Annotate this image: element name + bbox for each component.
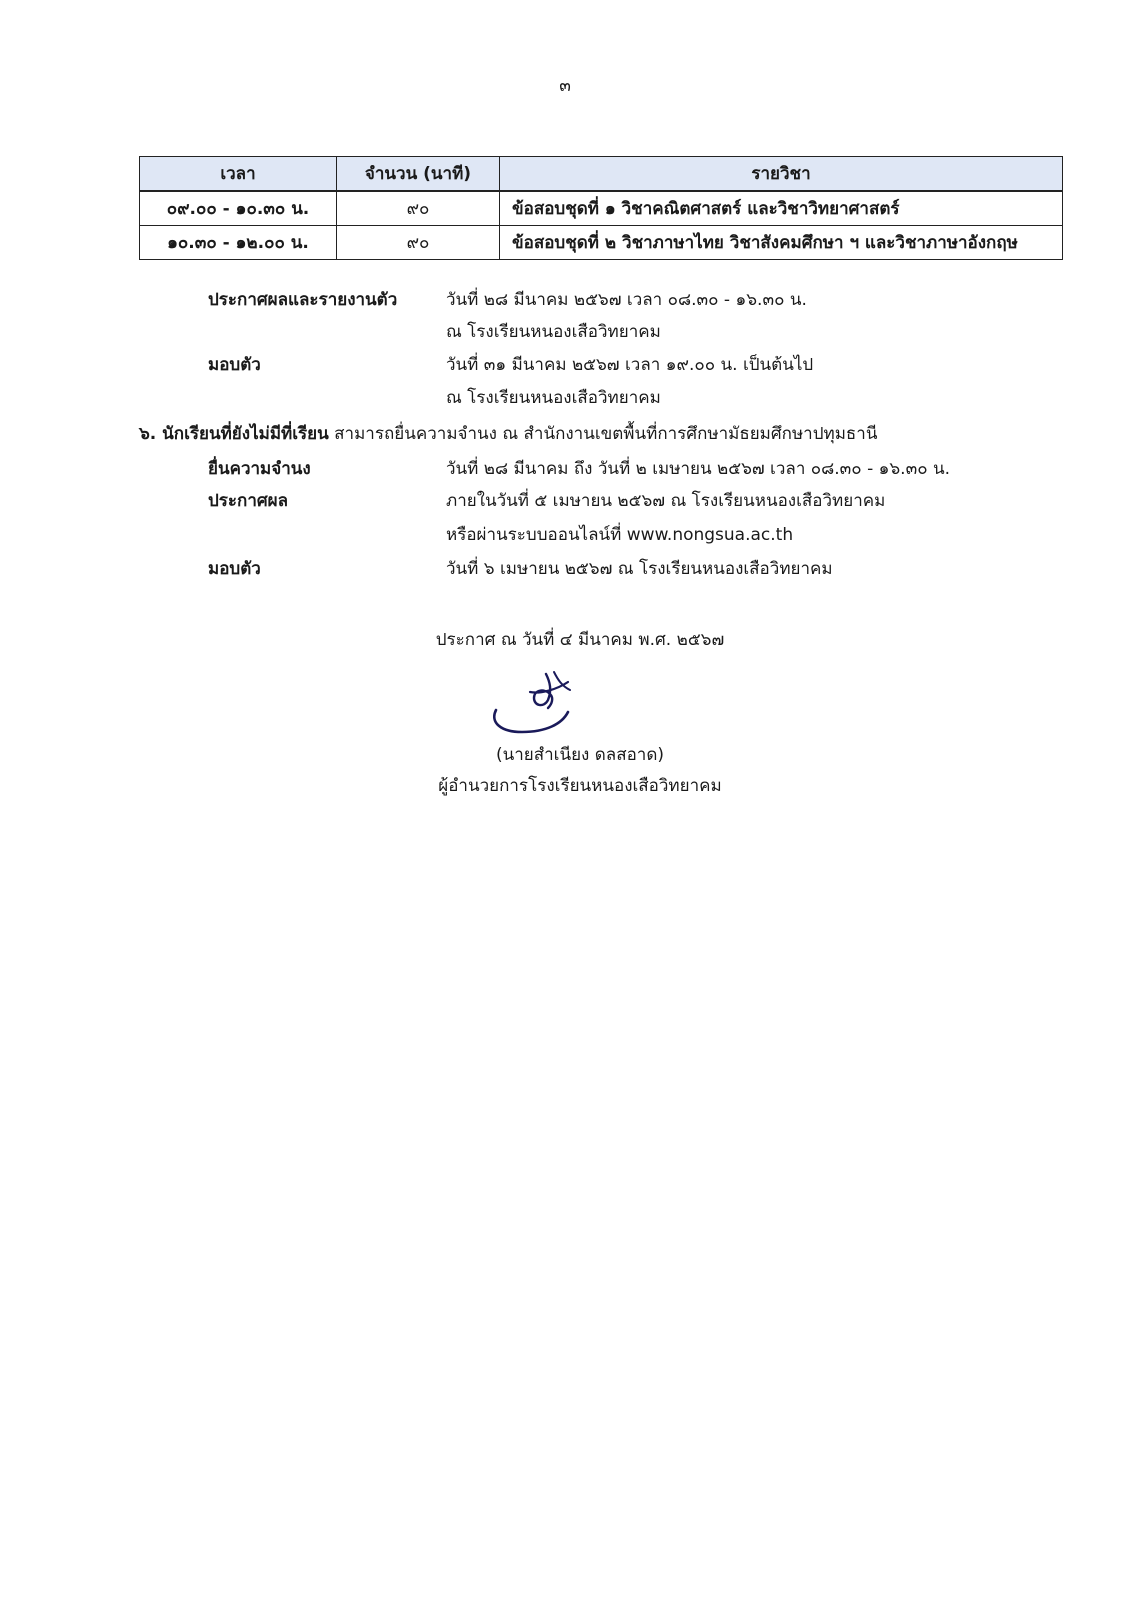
section6-report-label: มอบตัว: [208, 559, 261, 579]
header-subject: รายวิชา: [500, 157, 1063, 192]
cell-time: ๐๙.๐๐ - ๑๐.๓๐ น.: [140, 191, 337, 226]
header-time: เวลา: [140, 157, 337, 192]
signature: [488, 664, 598, 744]
exam-schedule-table: [139, 156, 1063, 260]
apply-value: วันที่ ๒๘ มีนาคม ถึง วันที่ ๒ เมษายน ๒๕๖๗ เวลา ๐๘.๓๐ - ๑๖.๓๐ น.: [446, 459, 951, 479]
result-label: ประกาศผล: [208, 491, 289, 511]
table-header-row: [140, 157, 1063, 192]
section6-report-value: วันที่ ๖ เมษายน ๒๕๖๗ ณ โรงเรียนหนองเสือวิทยาคม: [446, 559, 833, 579]
report-location: ณ โรงเรียนหนองเสือวิทยาคม: [446, 388, 661, 408]
table-row: [140, 226, 1063, 260]
result-line1: ภายในวันที่ ๕ เมษายน ๒๕๖๗ ณ โรงเรียนหนองเสือวิทยาคม: [446, 491, 886, 511]
announced-date: ประกาศ ณ วันที่ ๔ มีนาคม พ.ศ. ๒๕๖๗: [435, 630, 725, 650]
report-date: วันที่ ๓๑ มีนาคม ๒๕๖๗ เวลา ๑๙.๐๐ น. เป็นต้นไป: [446, 355, 814, 375]
cell-duration: ๙๐: [337, 191, 500, 226]
signer-name: (นายสำเนียง ดลสอาด): [495, 745, 665, 765]
table-row: [140, 191, 1063, 226]
header-duration: จำนวน (นาที): [337, 157, 500, 192]
section6-heading-rest: สามารถยื่นความจำนง ณ สำนักงานเขตพื้นที่การศึกษามัธยมศึกษาปทุมธานี: [328, 424, 878, 444]
signer-title: ผู้อำนวยการโรงเรียนหนองเสือวิทยาคม: [438, 776, 722, 796]
cell-time: ๑๐.๓๐ - ๑๒.๐๐ น.: [140, 226, 337, 260]
result-line2: หรือผ่านระบบออนไลน์ที่ www.nongsua.ac.th: [446, 525, 794, 545]
cell-subject: ข้อสอบชุดที่ ๒ วิชาภาษาไทย วิชาสังคมศึกษา ฯ และวิชาภาษาอังกฤษ: [500, 226, 1063, 260]
announce-label: ประกาศผลและรายงานตัว: [208, 290, 398, 310]
section6-heading: [139, 420, 877, 447]
report-label: มอบตัว: [208, 355, 261, 375]
section6-heading-bold: ๖. นักเรียนที่ยังไม่มีที่เรียน: [139, 424, 329, 444]
announce-date: วันที่ ๒๘ มีนาคม ๒๕๖๗ เวลา ๐๘.๓๐ - ๑๖.๓๐ น.: [446, 290, 807, 310]
cell-subject: ข้อสอบชุดที่ ๑ วิชาคณิตศาสตร์ และวิชาวิทยาศาสตร์: [500, 191, 1063, 226]
page-number: ๓: [559, 76, 571, 96]
announce-location: ณ โรงเรียนหนองเสือวิทยาคม: [446, 322, 661, 342]
apply-label: ยื่นความจำนง: [208, 459, 311, 479]
cell-duration: ๙๐: [337, 226, 500, 260]
